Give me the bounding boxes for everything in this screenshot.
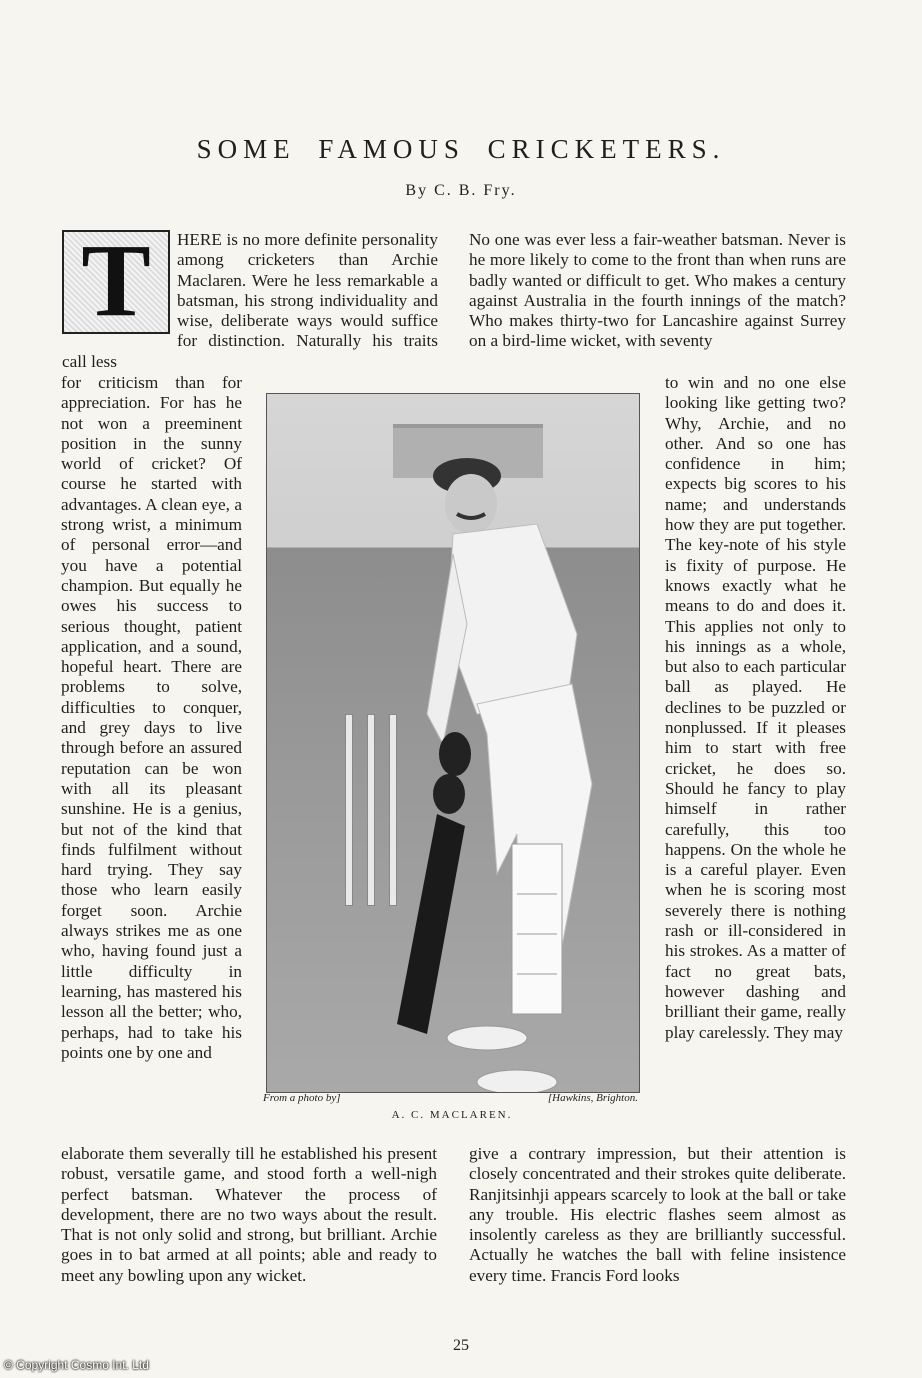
byline: By C. B. Fry. [405,182,517,199]
column-1-bottom [61,1144,437,1286]
drop-cap-ornament [62,223,170,338]
column-2-top [469,230,846,352]
intro-paragraph: HERE is no more definite personality among cricketers than Archie Maclaren. Were he less remarkable a batsman, his strong individuality and wise, deliberate ways would suffice for distinction. Naturally his traits call less [62,230,438,371]
paragraph-text: to win and no one else looking like getting two? Why, Archie, and no other. And so one has confidence in him; expects big scores to his name; and understands how they are put together. The key-note of his style is fixity of purpose. He knows exactly what he means to do and does it. This applies not only to his innings as a whole, but also to each particular ball as played. He declines to be puzzled or nonplussed. If it pleases him to start with free cricket, he does so. Should he fancy to play himself in rather carefully, this too happens. On the whole he is a careful player. Even when he is scoring most severely there is nothing rash or ill-considered in his strokes. As a matter of fact no great bats, however dashing and brilliant their game, really play carelessly. They may [665,373,846,1042]
photo-credit-right: [Hawkins, Brighton. [547,1092,638,1104]
column-2-narrow [665,373,846,1043]
photo-credit-left: From a photo by] [263,1092,341,1104]
batsman-figure [367,454,627,1093]
paragraph-text: elaborate them severally till he established his present robust, versatile game, and stood forth a well-nigh perfect batsman. Whatever the process of development, there are no two ways about the result. That is not only solid and strong, but brilliant. Archie goes in to bat armed at all points; able and ready to meet any bowling upon any wicket. [61,1144,437,1285]
paragraph-text: for criticism than for appreciation. For has he not won a preeminent position in the sunny world of cricket? Of course he started with advantages. A clean eye, a strong wrist, a minimum of personal error—and you have a potential champion. But equally he owes his success to serious thought, patient application, and a sound, hopeful heart. There are problems to solve, difficulties to conquer, and grey days to live through before an assured reputation can be won with all its pleasant sunshine. He is a genius, but not of the kind that finds fulfilment without hard trying. They say those who learn easily forget soon. Archie always strikes me as one who, having found just a little difficulty in learning, has mastered his lesson all the better; who, perhaps, had to take his points one by one and [61,373,242,1062]
column-1-narrow [61,373,242,1063]
paragraph-text: No one was ever less a fair-weather batsman. Never is he more likely to come to the front than when runs are badly wanted or difficult to get. Who makes a century against Australia in the fourth innings of the match? Who makes thirty-two for Lancashire against Surrey on a bird-lime wicket, with seventy [469,230,846,351]
batsman-photograph [266,393,640,1093]
column-1-top [62,223,438,372]
article-title: SOME FAMOUS CRICKETERS. [196,134,726,164]
drop-cap-letter: T [81,223,151,338]
paragraph-text: give a contrary impression, but their attention is closely concentrated and their strokes quite deliberate. Ranjitsinhji appears scarcely to look at the ball or take any trouble. His electric flashes seem almost as insolently careless as they are brilliantly successful. Actually he watches the ball with feline insistence every time. Francis Ford looks [469,1144,846,1285]
copyright-watermark: © Copyright Cosmo Int. Ltd [4,1358,149,1372]
column-2-bottom [469,1144,846,1286]
photo-caption: A. C. MACLAREN. [391,1109,513,1121]
page-number: 25 [453,1337,469,1354]
